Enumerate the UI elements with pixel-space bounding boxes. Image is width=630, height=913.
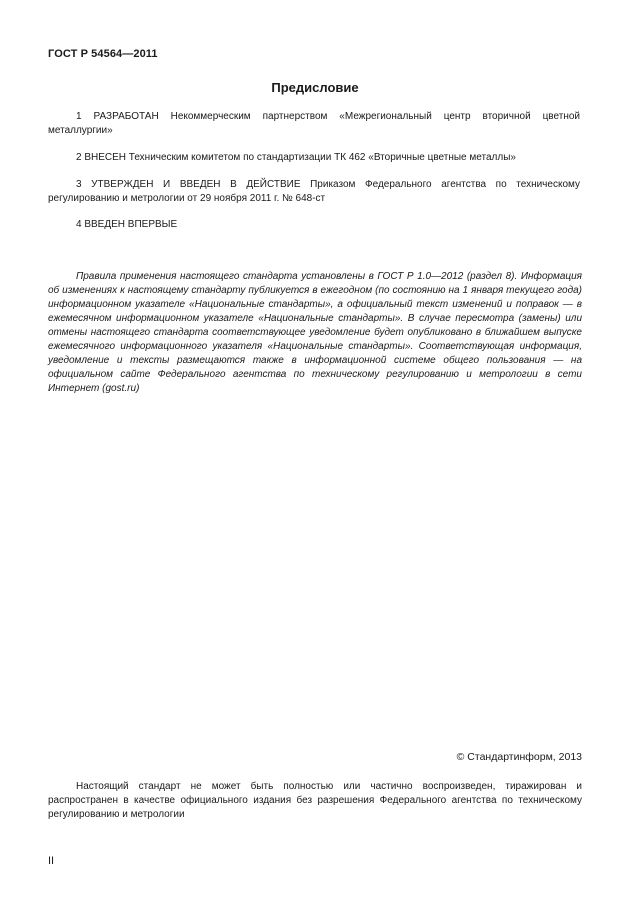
foreword-item-developed: 1 РАЗРАБОТАН Некоммерческим партнерством «Межрегиональный центр вторичной цветной металлургии» <box>48 111 580 136</box>
foreword-item-submitted: 2 ВНЕСЕН Техническим комитетом по стандартизации ТК 462 «Вторичные цветные металлы» <box>76 152 516 163</box>
reproduction-notice: Настоящий стандарт не может быть полностью или частично воспроизведен, тиражирован и распространен в качестве официального издания без разрешения Федерального агентства по техническому регулированию и метрологии <box>48 781 582 820</box>
copyright-notice: © Стандартинформ, 2013 <box>456 751 582 763</box>
foreword-item-approved: 3 УТВЕРЖДЕН И ВВЕДЕН В ДЕЙСТВИЕ Приказом Федерального агентства по техническому регулированию и метрологии от 29 ноября 2011 г. № 648-ст <box>48 179 580 204</box>
foreword-item-introduced: 4 ВВЕДЕН ВПЕРВЫЕ <box>76 219 178 230</box>
document-code-header: ГОСТ Р 54564—2011 <box>48 48 158 60</box>
page-number: II <box>48 855 55 867</box>
application-rules-note: Правила применения настоящего стандарта установлены в ГОСТ Р 1.0—2012 (раздел 8). Информация об изменениях к настоящему стандарту публикуется в ежегодном (по состоянию на 1 января текущего года) информационном указателе «Национальные стандарты», а официальный текст изменений и поправок — в ежемесячном информационном указателе «Национальные стандарты». В случае пересмотра (замены) или отмены настоящего стандарта соответствующее уведомление будет опубликовано в ближайшем выпуске ежемесячного информационного указателя «Национальные стандарты». Соответствующая информация, уведомление и тексты размещаются также в информационной системе общего пользования — на официальном сайте Федерального агентства по техническому регулированию и метрологии в сети Интернет (gost.ru) <box>48 271 582 394</box>
page-title: Предисловие <box>271 80 359 95</box>
